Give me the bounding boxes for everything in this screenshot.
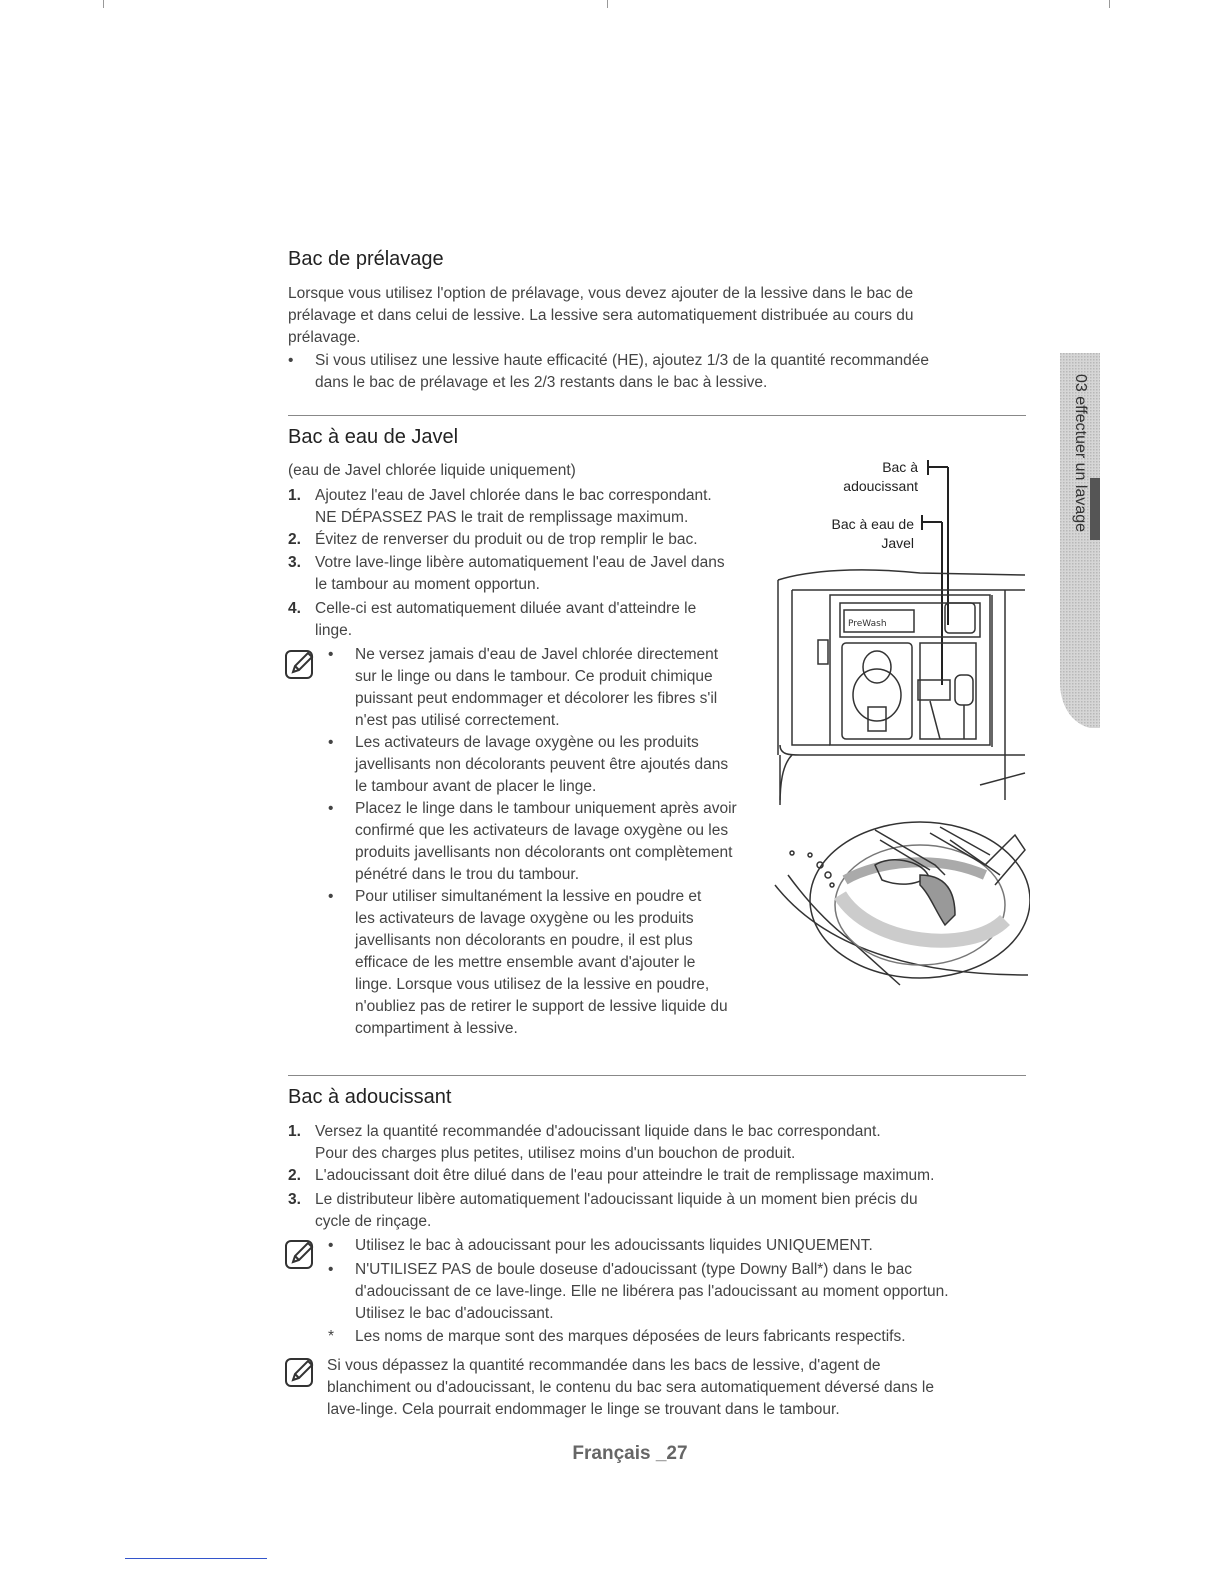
softener-note-2 <box>328 1259 1028 1325</box>
washer-drum <box>775 822 1030 985</box>
bleach-step-3 <box>288 552 768 596</box>
step-line: Versez la quantité recommandée d'adoucissant liquide dans le bac correspondant. <box>315 1123 881 1140</box>
note-line: linge. Lorsque vous utilisez de la lessive en poudre, <box>355 976 710 993</box>
section-divider-2 <box>288 1075 1026 1076</box>
note-line: Utilisez le bac d'adoucissant. <box>355 1305 554 1322</box>
softener-final-note <box>300 1355 1030 1421</box>
softener-step-3 <box>288 1189 1028 1233</box>
bullet-mark: • <box>288 352 294 369</box>
prewash-bullet <box>288 350 1028 394</box>
note-line: n'oubliez pas de retirer le support de lessive liquide du <box>355 998 728 1015</box>
callout-softener-line-1: Bac à <box>882 459 918 475</box>
note-line: Placez le linge dans le tambour uniquement après avoir <box>355 800 737 817</box>
note-line: Les activateurs de lavage oxygène ou les produits <box>355 734 699 751</box>
softener-step-2 <box>288 1165 1028 1187</box>
step-line: linge. <box>315 622 353 639</box>
bleach-title: Bac à eau de Javel <box>288 426 459 448</box>
note-line: produits javellisants non décolorants ont complètement <box>355 844 733 861</box>
prewash-bullet-line-1: Si vous utilisez une lessive haute efficacité (HE), ajoutez 1/3 de la quantité recommandée <box>315 352 930 369</box>
bleach-note-3 <box>328 798 778 886</box>
prewash-intro-line-1: Lorsque vous utilisez l'option de prélavage, vous devez ajouter de la lessive dans le bac de <box>288 285 914 302</box>
note-line: Utilisez le bac à adoucissant pour les adoucissants liquides UNIQUEMENT. <box>355 1237 873 1254</box>
step-line: NE DÉPASSEZ PAS le trait de remplissage maximum. <box>315 509 689 526</box>
step-line: Celle-ci est automatiquement diluée avant d'atteindre le <box>315 600 697 617</box>
step-line: Le distributeur libère automatiquement l'adoucissant liquide à un moment bien précis du <box>315 1191 918 1208</box>
machine-body <box>778 570 1025 805</box>
bleach-step-4 <box>288 598 768 642</box>
step-number: 2. <box>288 531 301 548</box>
step-line: Votre lave-linge libère automatiquement l'eau de Javel dans <box>315 554 725 571</box>
prewash-title: Bac de prélavage <box>288 248 444 270</box>
note-line: puissant peut endommager et décolorer les fibres s'il <box>355 690 718 707</box>
step-number: 2. <box>288 1167 301 1184</box>
bullet-mark: • <box>328 1237 334 1254</box>
section-divider-1 <box>288 415 1026 416</box>
note-line: confirmé que les activateurs de lavage oxygène ou les <box>355 822 729 839</box>
note-icon <box>284 1238 318 1272</box>
note-line: lave-linge. Cela pourrait endommager le linge se trouvant dans le tambour. <box>327 1401 840 1418</box>
step-number: 1. <box>288 1123 301 1140</box>
bullet-mark: • <box>328 888 334 905</box>
bullet-mark: • <box>328 800 334 817</box>
note-line: javellisants non décolorants en poudre, il est plus <box>355 932 693 949</box>
crop-mark-center <box>607 0 608 8</box>
bleach-subtitle: (eau de Javel chlorée liquide uniquement) <box>288 462 576 479</box>
callout-bleach-line-1: Bac à eau de <box>831 516 914 532</box>
step-line: Pour des charges plus petites, utilisez moins d'un bouchon de produit. <box>315 1145 796 1162</box>
note-line: Les noms de marque sont des marques déposées de leurs fabricants respectifs. <box>355 1328 906 1345</box>
callout-bleach-line-2: Javel <box>881 535 914 551</box>
softener-title: Bac à adoucissant <box>288 1086 452 1108</box>
step-number: 3. <box>288 1191 301 1208</box>
note-line: N'UTILISEZ PAS de boule doseuse d'adoucissant (type Downy Ball*) dans le bac <box>355 1261 913 1278</box>
prewash-intro-line-2: prélavage et dans celui de lessive. La lessive sera automatiquement distribuée au cours du <box>288 307 914 324</box>
bullet-mark: • <box>328 1261 334 1278</box>
step-line: le tambour au moment opportun. <box>315 576 540 593</box>
note-line: Pour utiliser simultanément la lessive en poudre et <box>355 888 702 905</box>
note-line: javellisants non décolorants peuvent être ajoutés dans <box>355 756 729 773</box>
bullet-mark: • <box>328 646 334 663</box>
note-line: compartiment à lessive. <box>355 1020 518 1037</box>
step-number: 1. <box>288 487 301 504</box>
note-line: Ne versez jamais d'eau de Javel chlorée directement <box>355 646 719 663</box>
asterisk-mark: * <box>328 1328 335 1345</box>
crop-mark-right <box>1109 0 1110 8</box>
note-line: n'est pas utilisé correctement. <box>355 712 560 729</box>
step-line: L'adoucissant doit être dilué dans de l'eau pour atteindre le trait de remplissage maximum. <box>315 1167 935 1184</box>
step-line: Ajoutez l'eau de Javel chlorée dans le bac correspondant. <box>315 487 712 504</box>
prewash-bullet-line-2: dans le bac de prélavage et les 2/3 restants dans le bac à lessive. <box>315 374 768 391</box>
bleach-note-2 <box>328 732 778 798</box>
softener-note-1 <box>328 1235 1028 1257</box>
softener-note-3 <box>328 1326 1028 1348</box>
note-line: le tambour avant de placer le linge. <box>355 778 597 795</box>
note-line: sur le linge ou dans le tambour. Ce produit chimique <box>355 668 713 685</box>
note-line: efficace de les mettre ensemble avant d'ajouter le <box>355 954 696 971</box>
page-number: Français _27 <box>572 1443 688 1464</box>
crop-mark-left <box>103 0 104 8</box>
note-line: d'adoucissant de ce lave-linge. Elle ne libérera pas l'adoucissant au moment opportun. <box>355 1283 949 1300</box>
note-line: pénétré dans le trou du tambour. <box>355 866 580 883</box>
step-number: 3. <box>288 554 301 571</box>
bleach-step-1 <box>288 485 768 529</box>
bullet-mark: • <box>328 734 334 751</box>
bleach-note-4 <box>328 886 778 1040</box>
bleach-note-1 <box>328 644 778 732</box>
chapter-tab-label: 03 effectuer un lavage <box>1072 373 1089 533</box>
callout-softener-line-2: adoucissant <box>843 478 918 494</box>
bleach-step-2 <box>288 529 768 551</box>
panel-label-text: PreWash <box>848 619 887 629</box>
prewash-intro-line-3: prélavage. <box>288 329 361 346</box>
softener-step-1 <box>288 1121 1028 1165</box>
note-icon <box>284 648 318 682</box>
note-line: blanchiment ou d'adoucissant, le contenu du bac sera automatiquement déversé dans le <box>327 1379 934 1396</box>
step-line: Évitez de renverser du produit ou de trop remplir le bac. <box>315 531 698 548</box>
note-line: Si vous dépassez la quantité recommandée dans les bacs de lessive, d'agent de <box>327 1357 881 1374</box>
bottom-link-line <box>125 1558 267 1559</box>
note-line: les activateurs de lavage oxygène ou les produits <box>355 910 694 927</box>
dispenser-illustration <box>770 455 1030 1000</box>
step-number: 4. <box>288 600 301 617</box>
step-line: cycle de rinçage. <box>315 1213 432 1230</box>
